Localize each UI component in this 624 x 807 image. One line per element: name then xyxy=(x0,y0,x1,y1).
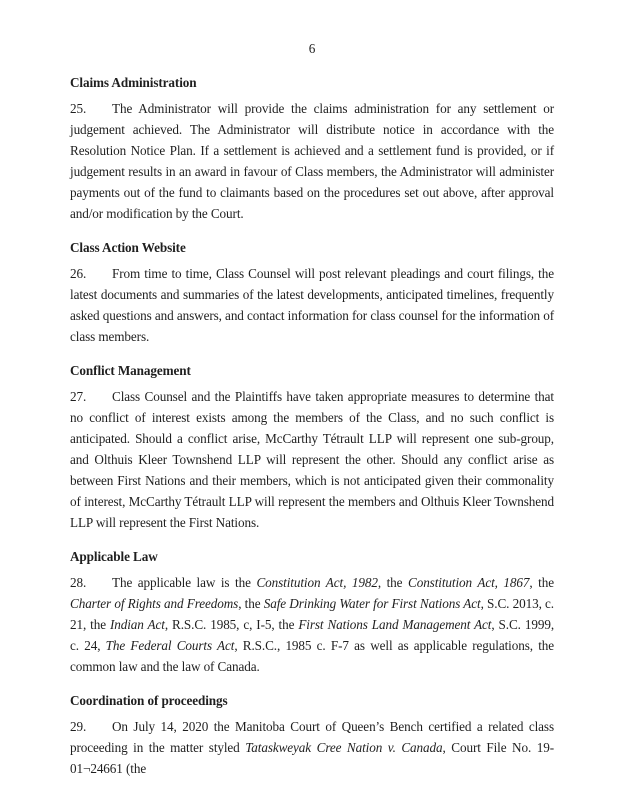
text-run: Class Counsel and the Plaintiffs have taken appropriate measures to determine that no conflict of interest exists among the members of the Class, and no such conflict is anticipated. Should a conflict arise, McCarthy Tétrault LLP will represent one sub-group, and Olthuis Kleer Townshend LLP will represent the other. Should any conflict arise as between First Nations and their members, which is not anticipated given their commonality of interest, McCarthy Tétrault LLP will represent the members and Olthuis Kleer Townshend LLP will represent the First Nations. xyxy=(70,389,554,530)
text-run: , the xyxy=(529,575,554,590)
text-run: The applicable law is the xyxy=(112,575,257,590)
text-run: , Court File No. 19-01¬24661 (the xyxy=(70,740,554,776)
text-run: , R.S.C., 1985 c. F-7 as well as applicable regulations, the common law and the law of Canada. xyxy=(70,638,555,674)
paragraph-number: 27. xyxy=(70,389,87,404)
text-run-italic: Indian Act xyxy=(109,617,165,632)
text-run: The Administrator will provide the claims administration for any settlement or judgement achieved. The Administrator will distribute notice in accordance with the Resolution Notice Plan. If a settlement is achieved and a settlement fund is provided, or if judgement results in an award in favour of Class members, the Administrator will administer payments out of the fund to claimants based on the procedures set out above, after approval and/or modification by the Court. xyxy=(70,101,554,221)
text-run-italic: Charter of Rights and Freedoms xyxy=(70,596,239,611)
document-body xyxy=(70,72,554,779)
text-run: , the xyxy=(377,575,408,590)
text-run-italic: Constitution Act, 1867 xyxy=(408,575,530,590)
section-heading: Conflict Management xyxy=(70,363,191,378)
text-run: , R.S.C. 1985, c, I-5, the xyxy=(164,617,299,632)
paragraph xyxy=(70,716,554,779)
paragraph-number: 28. xyxy=(70,575,87,590)
section-heading: Applicable Law xyxy=(70,549,158,564)
paragraph xyxy=(70,98,554,224)
page-number: 6 xyxy=(308,41,316,56)
paragraph-number: 26. xyxy=(70,266,87,281)
paragraph-number: 25. xyxy=(70,101,87,116)
text-run: On July 14, 2020 the Manitoba Court of Queen’s Bench certified a related class proceeding in the matter styled xyxy=(70,719,554,755)
text-run-italic: The Federal Courts Act xyxy=(105,638,235,653)
paragraph xyxy=(70,572,554,677)
text-run-italic: Constitution Act, 1982 xyxy=(256,575,378,590)
text-run-italic: Safe Drinking Water for First Nations Act xyxy=(263,596,481,611)
text-run: , the xyxy=(238,596,264,611)
text-run-italic: Tataskweyak Cree Nation v. Canada xyxy=(245,740,443,755)
text-run-italic: First Nations Land Management Act xyxy=(298,617,492,632)
section-heading: Claims Administration xyxy=(70,75,197,90)
text-run: , S.C. 1999, c. 24, xyxy=(70,617,555,653)
text-run: From time to time, Class Counsel will post relevant pleadings and court filings, the latest documents and summaries of the latest developments, anticipated timelines, frequently asked questions and answers, and contact information for class counsel for the information of class members. xyxy=(70,266,554,344)
paragraph-number: 29. xyxy=(70,719,87,734)
section-heading: Class Action Website xyxy=(70,240,186,255)
paragraph xyxy=(70,263,554,347)
text-run: , S.C. 2013, c. 21, the xyxy=(70,596,554,632)
paragraph xyxy=(70,386,554,533)
section-heading: Coordination of proceedings xyxy=(70,693,228,708)
